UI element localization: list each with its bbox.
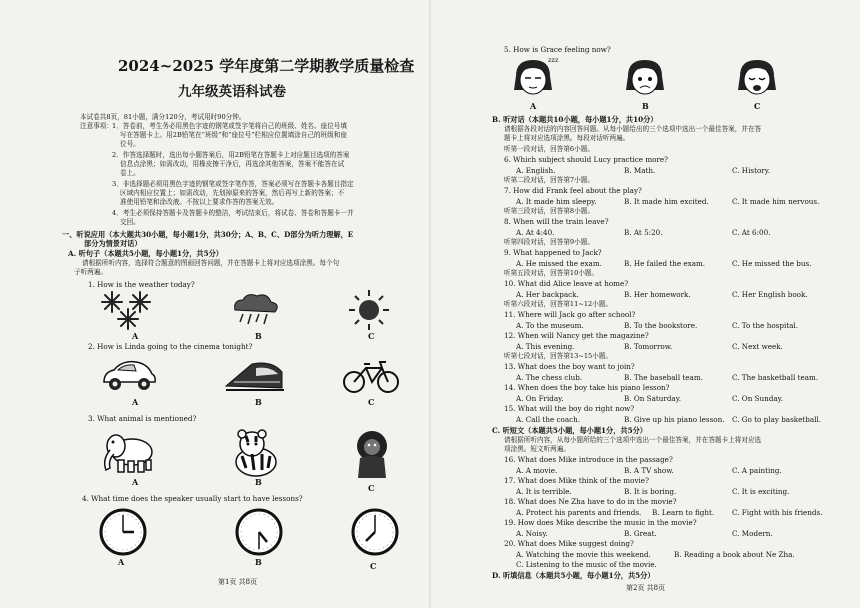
dialogue-instruction: 听第四段对话，回答第9小题。 [504,238,594,246]
option-c-label: C [370,561,377,571]
question-20-option-a: A. Watching the movie this weekend. [516,550,651,559]
bicycle-icon [342,358,400,394]
question-7-option-b: B. It made him excited. [624,197,709,206]
question-17-option-a: A. It is terrible. [516,487,572,496]
nervous-girl-icon [620,56,670,100]
question-14-option-c: C. On Sunday. [732,394,784,403]
question-19-option-b: B. Great. [624,529,657,538]
part-d-heading: D. 听填信息（本题共5小题，每小题1分，共5分） [492,571,655,580]
question-12-option-c: C. Next week. [732,342,783,351]
crying-girl-icon [732,56,782,100]
question-13-option-a: A. The chess club. [516,373,583,382]
question-8-option-b: B. At 5:20. [624,228,663,237]
question-7-option-a: A. It made him sleepy. [516,197,597,206]
dialogue-instruction: 听第三段对话，回答第8小题。 [504,207,594,215]
part-a-instructions-cont: 子听两遍。 [74,268,107,276]
elephant-icon [98,428,160,478]
rain-cloud-icon [225,290,285,330]
question-16-option-b: B. A TV show. [624,466,674,475]
note-line: 1．答卷前，考生务必用黑色字迹的钢笔或签字笔将自己的班级、姓名、座位号填 [112,122,347,130]
part-a-instructions: 请根据所听内容，选择符合题意的图画回答问题，并在答题卡上将对应选项涂黑。每个句 [82,259,340,267]
option-b-label: B [255,477,262,487]
question-15: 15. What will the boy do right now? [504,404,635,413]
clock-icon [350,507,400,557]
question-9-option-b: B. He failed the exam. [624,259,706,268]
question-7: 7. How did Frank feel about the play? [504,186,642,195]
question-13-option-b: B. The baseball team. [624,373,703,382]
question-8-option-a: A. At 4:40. [516,228,555,237]
question-3: 3. What animal is mentioned? [88,414,197,423]
question-6-option-b: B. Math. [624,166,656,175]
question-4: 4. What time does the speaker usually start to have lessons? [82,494,303,503]
option-a-label: A [118,557,125,567]
question-19-option-c: C. Modern. [732,529,773,538]
question-11-option-a: A. To the museum. [516,321,584,330]
question-14-option-a: A. On Friday. [516,394,564,403]
exam-page-2 [430,0,860,608]
question-10: 10. What did Alice leave at home? [504,279,629,288]
option-a-label: A [132,397,139,407]
note-line: 区域内相应位置上；如需改动，先划掉原来的答案，然后再写上新的答案；不 [120,189,345,197]
question-16-option-c: C. A painting. [732,466,782,475]
note-line: 卷上。 [120,169,140,177]
part-b-instructions: 请根据各段对话的内容回答问题。从每小题给出的三个选项中选出一个最佳答案，并在答 [504,125,762,133]
question-17-option-c: C. It is exciting. [732,487,790,496]
question-11-option-b: B. To the bookstore. [624,321,698,330]
question-2: 2. How is Linda going to the cinema tonight? [88,342,253,351]
question-16: 16. What does Mike introduce in the passage? [504,455,673,464]
page-footer: 第2页 共8页 [626,584,666,592]
page-footer: 第1页 共8页 [218,578,258,586]
dialogue-instruction: 听第七段对话，回答第13~15小题。 [504,352,613,360]
train-icon [222,358,286,394]
question-6: 6. Which subject should Lucy practice more? [504,155,669,164]
question-1: 1. How is the weather today? [88,280,195,289]
option-b-label: B [255,557,262,567]
question-19-option-a: A. Noisy. [516,529,548,538]
question-15-option-b: B. Give up his piano lesson. [624,415,725,424]
question-19: 19. How does Mike describe the music in the movie? [504,518,697,527]
dialogue-instruction: 听第六段对话，回答第11~12小题。 [504,300,613,308]
note-line: 3．非选择题必须用黑色字迹的钢笔或签字笔作答，答案必须写在答题卡各题目指定 [112,180,354,188]
option-c-label: C [368,483,375,493]
option-c-label: C [368,331,375,341]
question-18: 18. What does Ne Zha have to do in the movie? [504,497,677,506]
car-icon [100,358,158,394]
question-14-option-b: B. On Saturday. [624,394,682,403]
question-20-option-c: C. Listening to the music of the movie. [516,560,657,569]
tiger-icon [228,428,284,480]
question-16-option-a: A. A movie. [516,466,558,475]
dialogue-instruction: 听第五段对话，回答第10小题。 [504,269,599,277]
question-20-option-b: B. Reading a book about Ne Zha. [674,550,795,559]
question-15-option-a: A. Call the coach. [516,415,581,424]
snow-icon [100,290,162,330]
note-line: 4．考生必须保持答题卡及答题卡的整洁，考试结束后，将试卷、答卷和答题卡一并 [112,209,354,217]
question-18-option-b: B. Learn to fight. [652,508,715,517]
question-9: 9. What happened to Jack? [504,248,602,257]
question-12-option-b: B. Tomorrow. [624,342,673,351]
dialogue-instruction: 听第一段对话，回答第6小题。 [504,145,594,153]
question-5: 5. How is Grace feeling now? [504,45,611,54]
question-9-option-c: C. He missed the bus. [732,259,812,268]
question-12: 12. When will Nancy get the magazine? [504,331,649,340]
question-13-option-c: C. The basketball team. [732,373,819,382]
question-8-option-c: C. At 6:00. [732,228,771,237]
question-18-option-c: C. Fight with his friends. [732,508,823,517]
notes-label: 注意事项： [80,122,113,130]
question-18-option-a: A. Protect his parents and friends. [516,508,642,517]
question-12-option-a: A. This evening. [516,342,575,351]
option-a-label: A [132,477,139,487]
question-8: 8. When will the train leave? [504,217,609,226]
question-6-option-c: C. History. [732,166,771,175]
question-11-option-c: C. To the hospital. [732,321,799,330]
option-b-label: B [255,331,262,341]
option-b-label: B [642,101,649,111]
question-7-option-c: C. It made him nervous. [732,197,820,206]
clock-icon [234,507,284,557]
question-13: 13. What does the boy want to join? [504,362,635,371]
part-c-heading: C. 听短文（本题共5小题，每小题1分，共5分） [492,426,647,435]
question-15-option-c: C. Go to play basketball. [732,415,822,424]
part-b-heading: B. 听对话（本题共10小题，每小题1分，共10分） [492,115,658,124]
note-line: 2．作答选择题时，选出每小题答案后，用2B铅笔在答题卡上对应题目选项的答案 [112,151,350,159]
part-c-instructions-cont: 项涂黑。短文听两遍。 [504,445,570,453]
option-c-label: C [754,101,761,111]
option-c-label: C [368,397,375,407]
dialogue-instruction: 听第二段对话，回答第7小题。 [504,176,594,184]
question-9-option-a: A. He missed the exam. [516,259,602,268]
lion-icon [350,428,396,480]
part-b-instructions-cont: 题卡上将对应选项涂黑。每段对话听两遍。 [504,134,630,142]
part-a-heading: A. 听句子（本题共5小题，每小题1分，共5分） [68,249,223,258]
note-line: 交回。 [120,218,140,226]
question-17-option-b: B. It is boring. [624,487,677,496]
note-line: 信息点涂黑；如需改动，用橡皮擦干净后，再选涂其他答案，答案不能答在试 [120,160,345,168]
note-line: 写在答题卡上。用2B铅笔在“班级”和“座位号”栏相应位置填涂自己的班级和座 [120,131,347,139]
note-line: 准使用铅笔和涂改液。不按以上要求作答的答案无效。 [120,198,279,206]
option-a-label: A [132,331,139,341]
exam-title: 2024~2025 学年度第二学期教学质量检查 [118,57,415,75]
question-17: 17. What does Mike think of the movie? [504,476,649,485]
note-line: 位号。 [120,140,140,148]
question-10-option-a: A. Her backpack. [516,290,579,299]
option-b-label: B [255,397,262,407]
question-6-option-a: A. English. [516,166,556,175]
clock-icon [98,507,148,557]
question-10-option-b: B. Her homework. [624,290,691,299]
question-10-option-c: C. Her English book. [732,290,808,299]
section-heading: 一、听说应用（本大题共30小题，每小题1分，共30分；A、B、C、D部分为听力理解，E [62,230,354,239]
sun-icon [345,288,393,332]
zzz-label: zzz [548,56,559,64]
question-20: 20. What does Mike suggest doing? [504,539,634,548]
exam-intro: 本试卷共8页，81小题，满分120分，考试用时90分钟。 [80,113,246,121]
question-14: 14. When does the boy take his piano lesson? [504,383,670,392]
exam-subtitle: 九年级英语科试卷 [178,84,286,100]
option-a-label: A [530,101,537,111]
section-heading-cont: 部分为情景对话） [84,239,142,248]
question-11: 11. Where will Jack go after school? [504,310,636,319]
part-c-instructions: 请根据所听内容，从每小题所给的三个选项中选出一个最佳答案，并在答题卡上将对应选 [504,436,762,444]
